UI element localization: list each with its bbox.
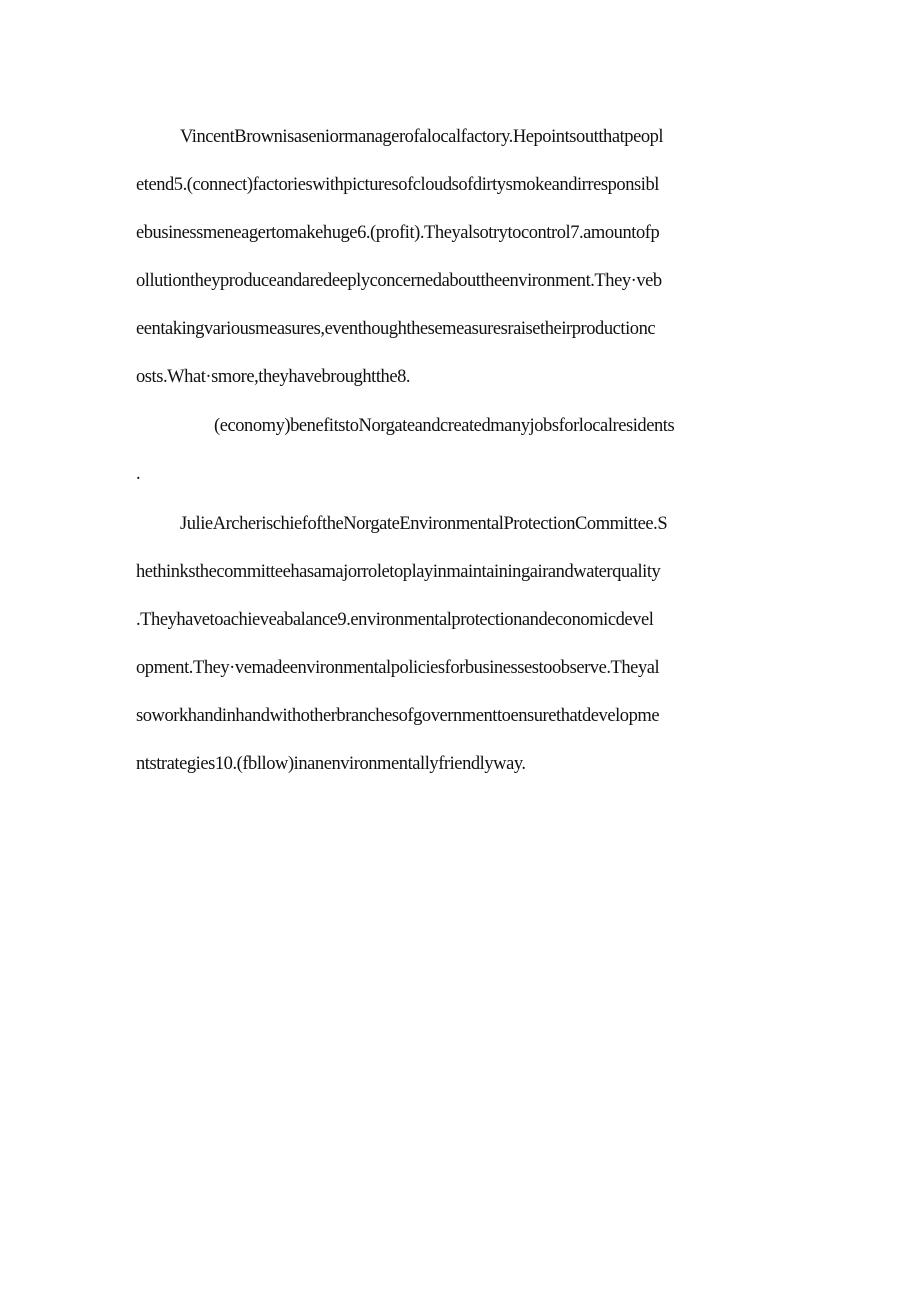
paragraph-2-line-2: hethinksthecommitteehasamajorroletoplayinmaintainingairandwaterquality <box>136 562 661 582</box>
paragraph-1-line-4: ollutiontheyproduceandaredeeplyconcernedabouttheenvironment.They·veb <box>136 271 662 291</box>
paragraph-1-line-2: etend5.(connect)factorieswithpicturesofcloudsofdirtysmokeandirresponsibl <box>136 175 659 195</box>
paragraph-1-line-6: osts.What·smore,theyhavebroughtthe8. <box>136 367 411 387</box>
paragraph-2-line-1: JulieArcherischiefoftheNorgateEnvironmentalProtectionCommittee.S <box>180 514 668 534</box>
paragraph-1-cont-line-2: . <box>136 464 141 484</box>
paragraph-2-line-4: opment.They·vemadeenvironmentalpoliciesforbusinessestoobserve.Theyal <box>136 658 660 678</box>
paragraph-1-line-3: ebusinessmeneagertomakehuge6.(profit).Theyalsotrytocontrol7.amountofp <box>136 223 660 243</box>
paragraph-1-line-5: eentakingvariousmeasures,eventhoughthesemeasuresraisetheirproductionc <box>136 319 656 339</box>
paragraph-2-line-6: ntstrategies10.(fbllow)inanenvironmentallyfriendlyway. <box>136 754 526 774</box>
paragraph-2-line-5: soworkhandinhandwithotherbranchesofgovernmenttoensurethatdevelopme <box>136 706 660 726</box>
paragraph-1-line-1: VincentBrownisaseniormanagerofalocalfactory.Hepointsoutthatpeopl <box>180 127 664 147</box>
paragraph-1-cont-line-1: (economy)benefitstoNorgateandcreatedmanyjobsforlocalresidents <box>214 416 675 436</box>
paragraph-2-line-3: .Theyhavetoachieveabalance9.environmentalprotectionandeconomicdevel <box>136 610 654 630</box>
